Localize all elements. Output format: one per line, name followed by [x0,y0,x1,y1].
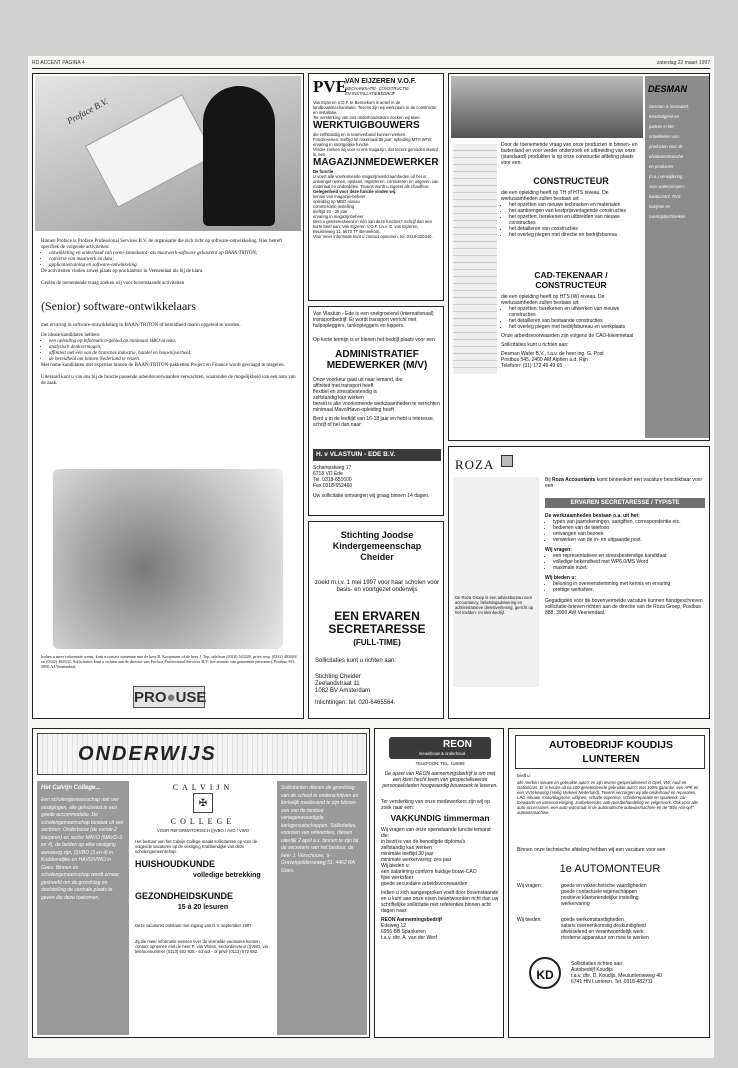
reon-ask: zelfstandig kan werken [381,845,432,851]
eijzeren-job2-req-head: Gelegenheid voor deze functie vinden wij: [313,189,397,194]
vlastuin-text: Onze voorkeur gaat uit naar iemand, die: [313,377,404,383]
roza-intro [545,477,705,489]
proface-line2: De activiteiten vinden zowel plaats op ons kantoor in Veenendaal als bij de klant. [41,269,204,274]
reon-intro: De opzet van REON aannemingsbedrijf is om met een klein hecht team van gespecialiseerde personeelsleden hoogwaardig bouwwerk te leveren. [382,771,498,789]
requirement: • een representatieve en stressbestendige kandidaat [553,553,705,559]
koudijs-ask [561,883,703,907]
task: • het detailleren van constructies [509,226,641,232]
koudijs-ask-label: Wij vragen: [517,883,543,889]
eijzeren-body [313,100,441,239]
proface-reqs [41,339,297,363]
cheider-address [315,674,441,707]
job-werktuigbouwers: WERKTUIGBOUWERS [313,120,420,131]
roza-tasks-head: De werkzaamheden bestaan o.a. uit het: [545,513,640,519]
eijzeren-job2-head: De functie [313,169,334,174]
desman-job2-tasks [501,306,641,330]
address-line: t.a.v. dhr. D. Koudijs, Meulunterseweg 40 [571,973,662,979]
desman-apply: Sollicitaties kunt u richten aan: [501,342,569,348]
koudijs-job: 1e AUTOMONTEUR [559,863,661,875]
roza-intro-c: komt binnenkort een vacature beschikbaar voor een [545,477,703,489]
vlastuin-logo: H. v VLASTUIN - EDE B.V. [313,449,441,461]
reon-tel: TELEFOON: TEL. 416899 [415,761,465,766]
desman-job1-block [501,190,641,238]
cheider-title1: Stichting Joodse [340,530,414,540]
proface-req: • een opleiding op informatica-gebied op minimaal HBO-niveau; [49,339,297,345]
requirement: • maximale inzet. [553,565,705,571]
proface-req: • affiniteit met één van de branches industrie, handel en bouwnijverheid; [49,351,297,357]
address-line: Telefoon: (31) 172 49 49 65 [501,363,563,369]
desman-ad [448,73,710,441]
calvijn-job1b: volledige betrekking [193,872,261,879]
eijzeren-name: VAN EIJZEREN V.O.F. [345,78,417,85]
vlastuin-intro: Van Vlastuin - Ede is een snelgroeiend (internationaal) transportbedrijf. Er wordt transport verricht met hulpopleggers, tankopleggers en kippers. [313,311,434,329]
address-line: REON Aannemingsbedrijf [381,917,442,923]
proface-bullet: • converse van maatwerk en data; [49,257,297,263]
address-line: Schampstweg 17 [313,465,352,471]
offer-item: afwisselend en verantwoordelijk werk [561,929,644,935]
koudijs-offer-label: Wij bieden: [517,917,542,923]
task: • het detailleren van bestaande constructies [509,318,641,324]
roza-job: ERVAREN SECRETARESSE / TYPISTE [545,498,705,508]
address-line: Postbus 545, 2400 AM Alphen a.d. Rijn [501,357,588,363]
roza-sidebar-bg [453,477,539,687]
proface-photo [35,76,301,231]
calvijn-info: Zij die meer informatie wensen over de vermelde vacatures kunnen contact opnemen met de heer P. van Vloten, sectordirecteur (I)VBO, via telefoonnummer (0113) 502 925 - school - of privé (0113) 572 682. [135,939,268,954]
calvijn-left-text: Een scholengemeenschap met vier vestigingen, alle gehuisvest in een goede accommodatie. De scholengemeenschap bestaat uit vier sectoren: Onderbouw (de eerste 2 leerjaren) en sector MAVO (MAVO-3 en 4), de beiden op elke vestiging aanwezig zijn, (I)VBO (3 en 4) in Krabbendijke en HAVO/VWO in Goes. Binnen de scholengemeenschap wordt ernaar gestreefd om de grondslag en doelstelling de centrale plaats te geven die deze toekomen. [41,797,124,901]
desman-side-text [649,102,707,222]
desman-job1-text: die een opleiding heeft op TH of HTS niveau. De werkzaamheden zullen bestaan uit: [501,190,609,202]
koudijs-offer [561,917,703,941]
reon-ask: in bezit is van de benodigde diploma's [381,839,466,845]
reon-job: VAKKUNDIG timmerman [390,813,490,823]
koudijs-title-box [515,735,705,769]
offer-item: goede werkomstandigheden [561,917,624,923]
task: • het opzetten, berekenen en uitbreiden van nieuwe constructies [509,214,641,226]
vlastuin-req: bereid is alle voorkomende werkzaamheden te verrichten [313,401,440,407]
address-line: Stichting Cheider [315,674,361,680]
eijzeren-job1-text: Functie-eisen: leeftijd tot maximaal 35 jaar; opleiding MTS WTB; ervaring in soortgelijke functie. [313,137,433,147]
side-line: ontwikkelen van [649,134,679,139]
task: • verwerken van de in- en uitgaande post. [553,537,705,543]
roza-offer-head: Wij bieden u: [545,575,577,581]
vlastuin-title2: MEDEWERKER (M/V) [326,360,428,371]
koudijs-intro: alle merken nieuwe en gebruikte auto's en zijn tevens gespecialiseerd in Opel, VW, Audi en stationcars. Er is keuze uit ca.100 geselecteerde gebruikte auto's met 100% garantie, een APK en een VVN-keuring (Veilig Verkeer Nederland). Tevens verzorgen wij alle onderhoud en reparaties, LPG-inbouw, motordiagnose, uitlijnen, schade-expertise, schadereparatie en spuitwerk, car-toewaarts en interieurreiniging, zonbeheerder, anti-roestbehandeling en velgenvork. Ook voor alle auto-accessoires, een auto-wasstraat in de automatische autowasmachine en de "Bon Hal-opf" autowasmachine. [517,780,699,815]
side-line: partner in het [649,124,674,129]
onderwijs-title: ONDERWIJS [78,743,217,765]
calvijn-job1: HUISHOUDKUNDE [135,859,216,869]
desman-job2-text: die een opleiding heeft op HTS (W) niveau. De werkzaamheden zullen bestaan uit: [501,294,605,306]
calvijn-job2: GEZONDHEIDSKUNDE [135,891,234,901]
reon-intro2: Ter versterking van onze medewerkers zijn wij op zoek naar een: [381,799,490,811]
onderwijs-banner [37,733,367,775]
desman-job2-block [501,294,641,369]
eijzeren-ad [308,73,444,301]
koudijs-apply-block [571,961,705,985]
vlastuin-req: affiniteit met transport heeft [313,383,374,389]
reon-logo-box [389,737,491,759]
roza-intro-a: Bij [545,477,552,483]
calvijn-text: Het bestuur van het Calvijn College maakt sollicitanten op voor de volgende vacatures op de vestiging Krabbendijke van deze scholengemeenschap. [135,839,258,854]
reon-ask: minimale leeftijd 30 jaar [381,851,434,857]
side-line: overkapttechnieken [649,214,686,219]
header-rule [32,68,710,69]
vlastuin-ad [308,306,444,516]
desman-job1: CONSTRUCTEUR [533,176,609,186]
requirement: goede contactuele eigenschappen [561,889,638,895]
offer-item: • prettige werksfeer. [553,587,705,593]
side-line: kantoorstof, RVS [649,194,681,199]
proface-bullet: • ontwikkeling en onderhoud van (semi-)standaard- als maatwerk-software gebaseerd op BAAN/TRITON; [49,251,297,257]
address-line: t.a.v. dhr. A. van der Werf [381,935,437,941]
koudijs-title1: AUTOBEDRIJF KOUDIJS [548,739,674,751]
proface-bullets [41,251,297,269]
task: • het opzetten van nieuwe technieken en materialen [509,202,641,208]
cheider-job [311,610,443,649]
proface-intro: Binnen Proface is Proface Professional Services B.V. de organisatie die zich richt op software-ontwikkeling. Hier betreft specifiek de volgende activiteiten: [41,239,283,250]
roza-tasks [545,519,705,543]
requirement: positieve klantvriendelijke instelling [561,895,639,901]
reon-offer: fijne werksfeer [381,875,414,881]
reon-apply: Indien u zich aangesproken voelt door bovenstaande en u kunt aan onze eisen beantwoorden richt dan uw schriftelijke sollicitatie met referenties binnen acht dagen naar: [381,890,499,914]
address-line: Fax 0318-652460 [313,483,353,489]
koudijs-ad [508,728,710,1038]
task: • het opzetten, berekenen en uitwerken van nieuwe constructies [509,306,641,318]
side-line: (o.a.) verwijdering [649,174,683,179]
desman-blueprint [453,144,497,374]
task: • het aanbrengen van kostprijsverlagende constructies [509,208,641,214]
task: • bedienen van de telefoon [553,525,705,531]
eijzeren-job2-text: U voert alle voorkomende magazijnwerkzaamheden uit het in ontvangst nemen, opslaan, registreren, controleren en uitgeven van materiaal en onderdelen. Tevens wordt u ingezet als chauffeur. [313,174,439,189]
eijzeren-sub2: EN INSTALLATIEBEDRIJF [345,91,396,96]
document-sheet [85,94,215,207]
offer-item: salaris overeenkomstig deskundigheid [561,923,646,929]
proface-ad [32,73,304,719]
logo-mark: ● [166,689,176,706]
reon-ask: minimale werkervaring: zes jaar [381,857,452,863]
calvijn-name2: COLLEGE [170,817,236,826]
eijzeren-req: kennis van magazijn-beheer [313,194,366,199]
task: • het overleg plegen met directie en bedrijfsbureau [509,232,641,238]
desman-photo [451,76,643,138]
address-line: Tel. 0318-651600 [313,477,352,483]
calvijn-left-panel [37,781,129,1035]
desman-job2b: CONSTRUCTEUR [535,280,607,290]
vlastuin-text2: Bent u in de leeftijd van 16-18 jaar en hebt u interesse, schrijf of bel dan naar: [313,416,435,428]
proface-desc: met ervaring in software-ontwikkeling in BAAN/TRITON of bereidheid daarin opgeleid te worden. [41,323,241,328]
eijzeren-req: commerciële instelling [313,204,355,209]
calvijn-right-panel [277,781,367,1035]
cheider-title [311,530,443,563]
vlastuin-req: zelfstandig kan werken [313,395,364,401]
cheider-job1: EEN ERVAREN [334,609,420,623]
vlastuin-closing: Uw sollicitatie ontvangen wij graag binnen 14 dagen. [313,493,430,499]
proface-line5: Uiteraard kunt u van ons bij de functie passende arbeidsvoorwaarden verwachten, waaronder de mogelijkheid van een auto van de zaak. [41,375,296,386]
koudijs-logo: KD [529,957,561,989]
roza-ask [545,553,705,571]
side-line: afvalwaterbranche [649,154,684,159]
address-line: Autobedrijf Koudijs [571,967,613,973]
calvijn-left-title: Het Calvijn College... [41,785,101,791]
proface-line3: Gezien de toenemende vraag zoeken wij voor bovenstaande activiteiten [41,281,185,286]
hand-photo [53,469,283,649]
calvijn-right-text: Sollicitanten dienen de grondslag van de school te onderschrijven en kerkelijk meelevend te zijn binnen een van de bestuur vertegenwoordigde kerkgenootschappen. Sollicitaties, voorzien van referenties, dienen uiterlijk 2 april a.s. binnen te zijn bij de secretaris van het bestuur, de heer J. Verschoure, 's-Gravenpolderseweg 51, 4462 RA Goes. [281,785,359,874]
calvijn-job2b: 15 à 20 lesuren [177,904,229,911]
task: • typen van jaarrekeningen, aangiften, correspondentie etc. [553,519,705,525]
koudijs-intro2: Binnen onze technische afdeling hebben wij een vacature voor een [517,847,666,853]
roza-intro-b: Roza Accountants [551,477,596,483]
cheider-title2: Kindergemeenschap [332,541,422,551]
vlastuin-req: flexibel en stressbestendig is [313,389,377,395]
roza-ad [448,446,710,719]
proface-req: • analytisch denkvermogen; [49,345,297,351]
koudijs-label: biedt u: [517,773,531,778]
cheider-ad [308,521,444,719]
proface-body [41,239,297,387]
crest-icon: ✠ [193,793,213,813]
cheider-apply: Sollicitaties kunt u richten aan: [315,658,397,664]
newspaper-page [28,56,714,1058]
address-line: Edeweg 12 [381,923,407,929]
eijzeren-intro2: Ter versterking van ons onderhoudsteam zoeken wij twee: [313,115,421,120]
proface-logo [133,686,205,708]
address-line: 6956 BB Spankeren [381,929,426,935]
side-line: kozijnen en [649,204,671,209]
roza-logo: ROZA [455,457,495,472]
vlastuin-address [313,465,441,499]
page-header-right: zaterdag 22 maart 1997 [656,60,710,66]
address-line: Desman Water B.V., t.a.v. de heer ing. G. Post [501,351,604,357]
cheider-text: zoekt m.i.v. 1 mei 1997 voor haar scholen voor basis- en voortgezet onderwijs [315,580,439,593]
proface-req: • de bereidheid om binnen Nederland te reizen. [49,357,297,363]
reon-ask-head: Wij vragen van onze openstaande functie iemand die: [381,827,491,839]
proface-bullet: • applicatietraining en software-ontwikkeling. [49,263,297,269]
reon-body [381,827,499,941]
proface-title: (Senior) software-ontwikkelaars [41,299,196,313]
side-line: en producent [649,164,674,169]
side-line: voor waterpompen, [649,184,685,189]
reon-logo: REON [443,739,472,750]
roza-ask-head: Wij vragen: [545,547,572,553]
calvijn-name1: CALVIJN [172,783,234,792]
cheider-job3: (FULL-TIME) [353,638,401,647]
koudijs-title2: LUNTEREN [582,753,640,765]
roza-apply: Gegadigden voor de bovenvermelde vacature kunnen handgeschreven sollicitatie-brieven richten aan de directie van de Roza Groep, Postbus 888, 3900 AW Veenendaal. [545,598,703,616]
desman-sidebar [645,76,709,438]
reon-ad [374,728,504,1038]
eijzeren-job2-text4: Voor meer informatie kunt u contact opnemen, tel. 0318-320340. [313,234,433,239]
address-line: 6718 VD Ede [313,471,343,477]
koudijs-apply: Sollicitaties richten aan: [571,961,624,967]
reon-offer: een salariëring conform huidige bouw-CAO [381,869,477,875]
address-line: Zeelandstraat 11 [315,681,360,687]
desman-text3: Onze arbeidsvoorwaarden zijn volgens de CAO-kleinmetaal [501,333,634,339]
requirement: goede en vaktechnische vaardigheden [561,883,647,889]
address-line: 1082 BV Amsterdam [315,688,371,694]
offer-item: • beloning in overeenstemming met kennis en ervaring [553,581,705,587]
desman-job2a: CAD-TEKENAAR / [534,270,608,280]
cheider-job2: SECRETARESSE [328,622,426,636]
person-silhouette [203,86,275,226]
eijzeren-job2-text3: Bent u geïnteresseerd in één van deze functies? Schrijf dan een korte brief aan: Van Eijzeren V.O.F. t.a.v. C. van Eijzeren, Beukenweg 11, 6670 TT Bennekom. [313,219,432,234]
reon-offer: goede secundaire arbeidsvoorwaarden [381,881,468,887]
eijzeren-req: ervaring in magazijnbeheer [313,214,364,219]
eijzeren-req: leeftijd 20 - 35 jaar [313,209,348,214]
proface-footer: Indien u meer informatie wenst, kunt u contact opnemen met de heer R. Koopmans of de heer J. Top, telefoon (0318) 543220, prive resp. (0342) 482684 en (0342) 482632. Sollicitaties kunt u richten aan de directie van Proface Professional Services B.V. (ter attentie van genoemde personen), Postbus 353, 3900 AJ Veenendaal. [41,654,297,669]
eijzeren-job1-sub: die zelfstandig en in teamverband kunnen werken. [313,132,407,137]
side-line: trendvolgend en [649,114,680,119]
page-header-left: RD ACCENT PAGINA 4 [32,60,85,66]
eijzeren-logo: PVE [313,77,347,96]
eijzeren-sub1: MECHANISATIE- CONSTRUCTIE- [345,86,411,91]
cheider-title3: Cheider [360,552,394,562]
proface-req-head: De ideale kandidaten hebben: [41,333,101,338]
desman-logo: DESMAN [648,84,688,94]
offer-item: moderne apparatuur om mee te werken [561,935,649,941]
reon-offer-head: Wij bieden u: [381,863,410,869]
requirement: werkervaring [561,901,590,907]
eijzeren-job1-text2: Verder zoeken wij voor in ons magazijn, dat recent gemoderniseerd is, een [313,147,438,157]
onderwijs-section [32,728,370,1038]
requirement: • volledige bekendheid met WP6.0/MS Word [553,559,705,565]
desman-intro: Door de toenemende vraag van onze producten in binnen- en buitenland en voor verder onderzoek en uitbreiding van onze (standaard) produkten is op onze constructie afdeling plaats voor een: [501,142,638,166]
logo-part: PRO [134,689,167,706]
calvijn-date: Deze vacatures ontstaan met ingang van D.V. september 1997 [135,923,252,928]
job-magazijnmedewerker: MAGAZIJNMEDEWERKER [313,157,439,168]
logo-part: USE [175,689,207,706]
address-line: 6741 HN Lunteren. Tel. 0318-482711 [571,979,653,985]
task: • ontvangen van bezoek [553,531,705,537]
task: • het overleg plegen met bedrijfsbureau en werkplaats [509,324,641,330]
side-line: Desman is innovatief, [649,104,690,109]
side-line: producten voor de [649,144,683,149]
cheider-info: Inlichtingen: tel. 020-6465564. [315,700,396,706]
eijzeren-intro: Van Eijzeren V.O.F. te Bennekom is actief in de landbouwmechanisatie. Tevens zijn wij werkzaam in de constructie en installatie. [313,100,437,115]
reon-sub: nieuwbouw & onderhoud [419,751,466,756]
eijzeren-req: opleiding op MBO niveau [313,199,360,204]
vlastuin-req: minimaal Mavo/Havo-opleiding heeft [313,407,394,413]
calvijn-sub: VOOR REFORMATORISCH (I)VBO / AVO / VWO [156,828,250,833]
roza-side-text: De Roza Groep is een adviesbureau voor accountancy, belastingadvisering en administratieve dienstverlening, gericht op het midden- en kleinbedrijf. [455,595,534,615]
photo-caption: Proface B.V. [65,96,110,126]
roza-body [545,513,705,616]
vlastuin-title1: ADMINISTRATIEF [335,349,419,360]
proface-line4: Met name kandidaten met expertise binnen de BAAN/TRITON-pakketten Project en Finance wordt gevraagd te reageren. [41,363,285,368]
roza-logo-mark [501,455,513,467]
roza-offer [545,581,705,593]
desman-job2 [501,270,641,290]
desman-job1-tasks [501,202,641,238]
vlastuin-intro2: Op korte termijn is er binnen het bedrijf plaats voor een [313,337,435,343]
vlastuin-body [313,377,441,428]
